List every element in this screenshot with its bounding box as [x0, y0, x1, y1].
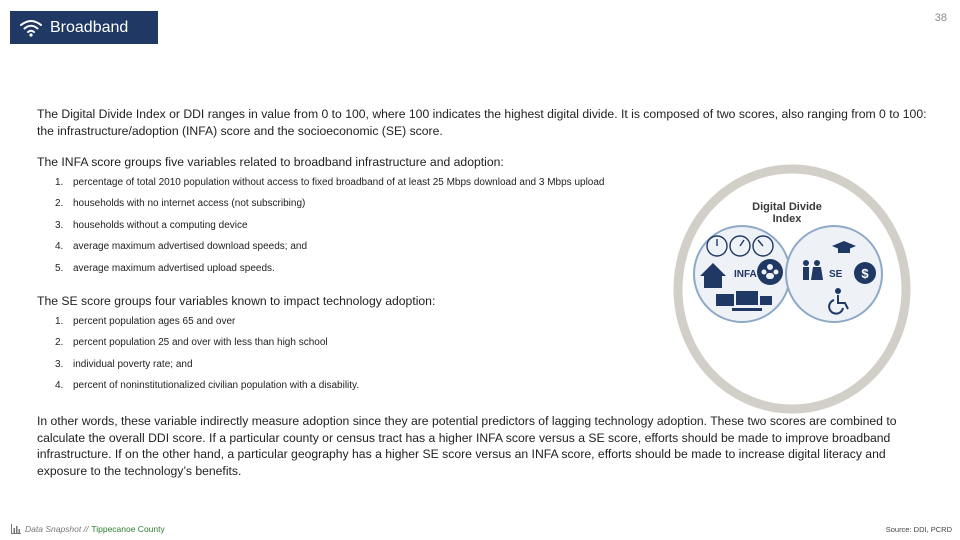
footer-left: [11, 524, 165, 534]
svg-text:$: $: [861, 266, 869, 281]
se-heading: The SE score groups four variables known to impact technology adoption:: [37, 294, 436, 308]
list-item: 3. individual poverty rate; and: [55, 358, 193, 370]
section-title: Broadband: [50, 18, 129, 36]
intro-paragraph: The Digital Divide Index or DDI ranges in value from 0 to 100, where 100 indicates the highest digital divide. It is composed of two scores, also ranging from 0 to 100: the infrastructure/adoption (INFA) score and the socioeconomic (SE) score.: [37, 107, 927, 138]
infa-heading: The INFA score groups five variables related to broadband infrastructure and adoption:: [37, 155, 504, 169]
infa-variable-list: [55, 177, 604, 284]
closing-paragraph: In other words, these variable indirectly measure adoption since they are potential predictors of lagging technology adoption. These two scores are combined to calculate the overall DDI score. If a particular county or census tract has a higher INFA score versus a SE score, efforts should be made to improve broadband infrastructure. If on the other hand, a particular geography has a higher SE score versus an INFA score, efforts should be made to increase digital literacy and exposure to the technology’s benefits.: [37, 414, 897, 478]
graphic-title-line1: Digital Divide: [752, 201, 822, 213]
se-variable-list: [55, 316, 359, 402]
infa-label: INFA: [734, 269, 757, 280]
list-item: 5. average maximum advertised upload speeds.: [55, 262, 275, 274]
list-item: 4. percent of noninstitutionalized civilian population with a disability.: [55, 380, 360, 392]
graphic-title-line2: Index: [772, 213, 802, 225]
footer-separator: //: [83, 524, 89, 534]
list-item: 1. percentage of total 2010 population without access to fixed broadband of at least 25 Mbps download and 3 Mbps upload: [55, 177, 605, 188]
section-header: [10, 11, 158, 44]
se-label: SE: [829, 269, 843, 280]
list-item: 2. percent population 25 and over with less than high school: [55, 337, 328, 349]
dollar-icon: [854, 262, 876, 284]
source-note: Source: DDI, PCRD: [885, 525, 952, 534]
list-item: 2. households with no internet access (not subscribing): [55, 198, 306, 210]
list-item: 1. percent population ages 65 and over: [55, 316, 236, 327]
list-item: 4. average maximum advertised download speeds; and: [55, 241, 308, 253]
bar-chart-icon: [11, 524, 21, 534]
ddi-graphic: [672, 164, 912, 414]
people-icon: [757, 259, 783, 285]
list-item: 3. households without a computing device: [55, 219, 248, 231]
footer-county: Tippecanoe County: [91, 524, 165, 534]
wifi-icon: [20, 19, 42, 37]
page-number: 38: [934, 12, 947, 24]
footer-prefix: Data Snapshot: [25, 524, 82, 534]
